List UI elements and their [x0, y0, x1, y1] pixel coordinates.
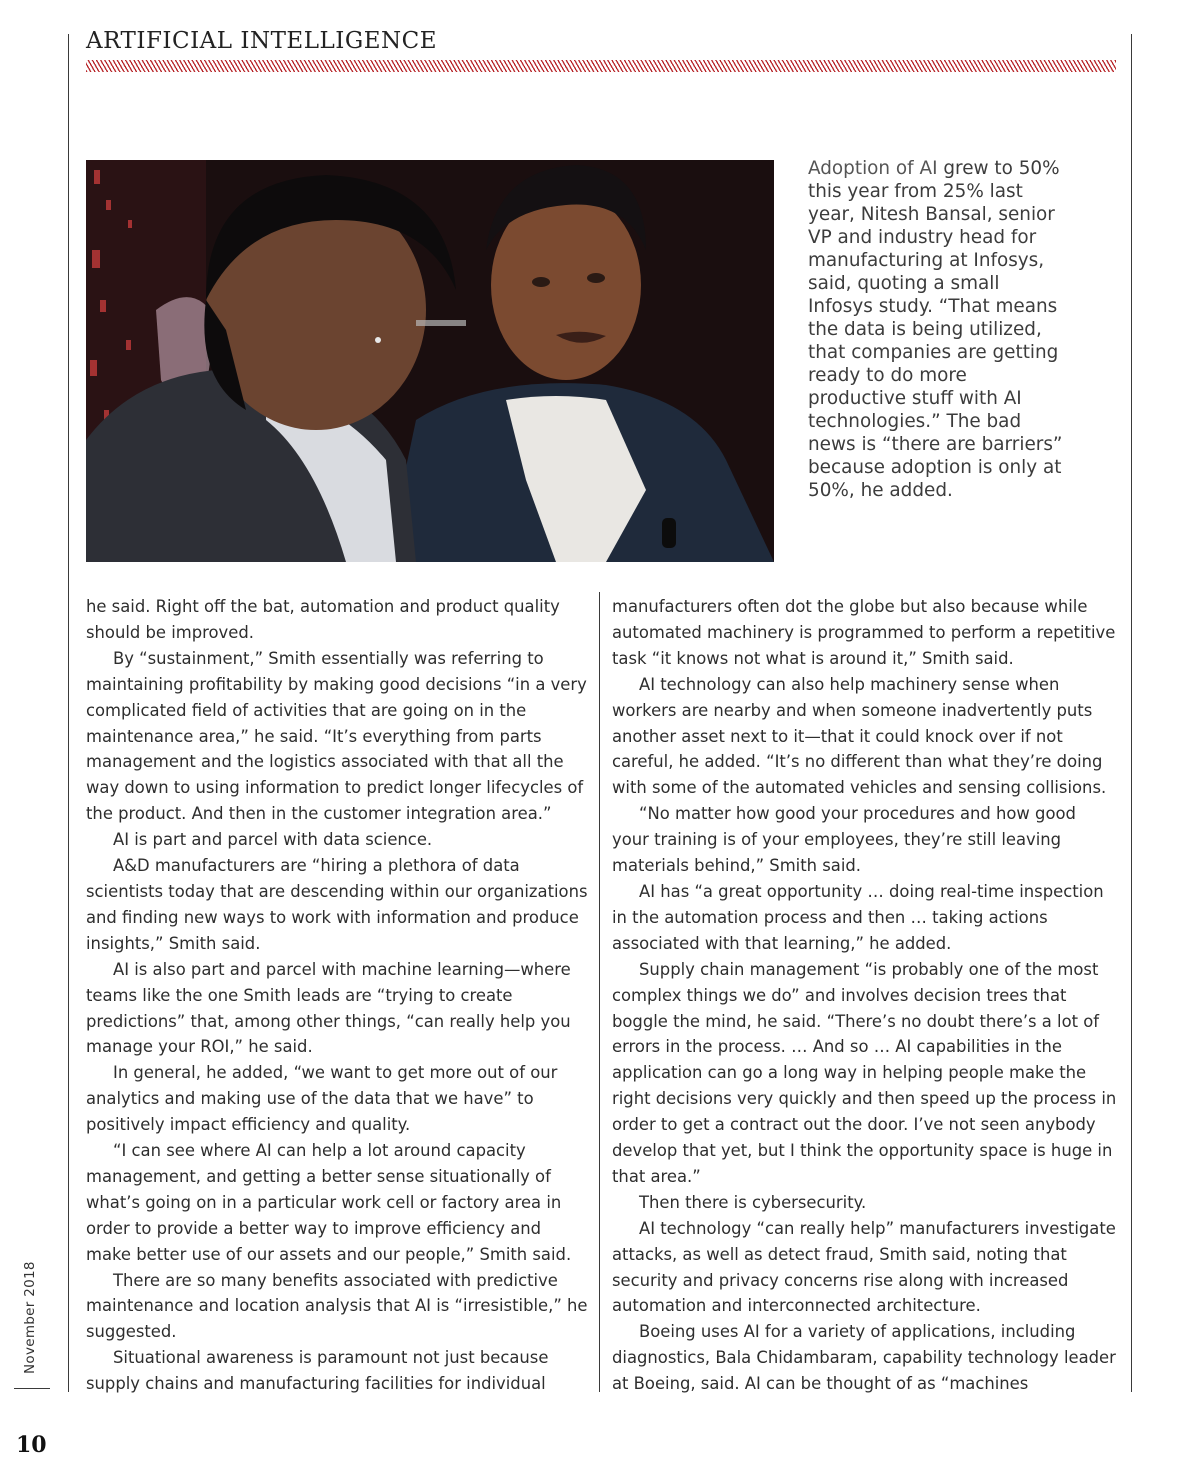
caption-lead: Adoption of AI: [808, 158, 938, 179]
paragraph: AI has “a great opportunity … doing real-time inspection in the automation process and then … taking actions associated with that learning,” he added.: [612, 881, 1104, 953]
photo-caption: [808, 157, 1070, 502]
paragraph: AI technology can also help machinery sense when workers are nearby and when someone inadvertently puts another asset next to it—that it could knock over if not careful, he added. “It’s no different than what they’re doing with some of the automated vehicles and sensing collisions.: [612, 674, 1107, 798]
left-margin-rule: [68, 34, 69, 1392]
paragraph: Boeing uses AI for a variety of applications, including diagnostics, Bala Chidambaram, capability technology leader at Boeing, said. AI can be thought of as “machines: [612, 1322, 1116, 1394]
paragraph: manufacturers often dot the globe but also because while automated machinery is programmed to perform a repetitive task “it knows not what is around it,” Smith said.: [612, 597, 1116, 668]
paragraph: he said. Right off the bat, automation and product quality should be improved.: [86, 597, 560, 642]
paragraph: “I can see where AI can help a lot around capacity management, and getting a better sense situationally of what’s going on in a particular work cell or factory area in order to provide a better way to improve efficiency and make better use of our assets and our people,” Smith said.: [86, 1141, 572, 1264]
issue-date: November 2018: [22, 1261, 38, 1374]
page-number: 10: [16, 1432, 47, 1458]
article-column-right: [612, 594, 1117, 1397]
paragraph: Supply chain management “is probably one of the most complex things we do” and involves decision trees that boggle the mind, he said. “There’s no doubt there’s a lot of errors in the process. … And so … AI capabilities in the application can go a long way in helping people make the right decisions very quickly and then speed up the process in order to get a contract out the door. I’ve not seen anybody develop that yet, but I think the opportunity space is huge in that area.”: [612, 959, 1117, 1186]
paragraph: There are so many benefits associated with predictive maintenance and location analysis that AI is “irresistible,” he suggested.: [86, 1270, 588, 1342]
paragraph: AI is part and parcel with data science.: [113, 830, 433, 850]
page-number-rule: [14, 1388, 50, 1389]
paragraph: Then there is cybersecurity.: [639, 1192, 867, 1212]
article-column-left: [86, 594, 591, 1397]
panel-photo: [86, 160, 774, 562]
paragraph: Situational awareness is paramount not just because supply chains and manufacturing facilities for individual: [86, 1348, 549, 1394]
paragraph: By “sustainment,” Smith essentially was referring to maintaining profitability by making good decisions “in a very complicated field of activities that are going on in the maintenance area,” he said. “It’s everything from parts management and the logistics associated with that all the way down to using information to predict longer lifecycles of the product. And then in the customer integration area.”: [86, 648, 587, 824]
paragraph: A&D manufacturers are “hiring a plethora of data scientists today that are descending within our organizations and finding new ways to work with information and produce insights,” Smith said.: [86, 856, 588, 953]
paragraph: In general, he added, “we want to get more out of our analytics and making use of the data that we have” to positively impact efficiency and quality.: [86, 1063, 558, 1135]
caption-text: grew to 50% this year from 25% last year, Nitesh Bansal, senior VP and industry head for manufacturing at Infosys, said, quoting a small Infosys study. “That means the data is being utilized, that companies are getting ready to do more productive stuff with AI technologies.” The bad news is “there are barriers” because adoption is only at 50%, he added.: [808, 158, 1063, 501]
column-divider: [599, 592, 600, 1392]
paragraph: AI is also part and parcel with machine learning—where teams like the one Smith leads are “trying to create predictions” that, among other things, “can really help you manage your ROI,” he said.: [86, 959, 571, 1057]
right-margin-rule: [1131, 34, 1132, 1392]
section-title: ARTIFICIAL INTELLIGENCE: [86, 28, 438, 54]
section-hatch-rule: [86, 60, 1116, 72]
paragraph: AI technology “can really help” manufacturers investigate attacks, as well as detect fraud, Smith said, noting that security and privacy concerns rise along with increased automation and interconnected architecture.: [612, 1218, 1116, 1316]
paragraph: “No matter how good your procedures and how good your training is of your employees, they’re still leaving materials behind,” Smith said.: [612, 804, 1076, 876]
